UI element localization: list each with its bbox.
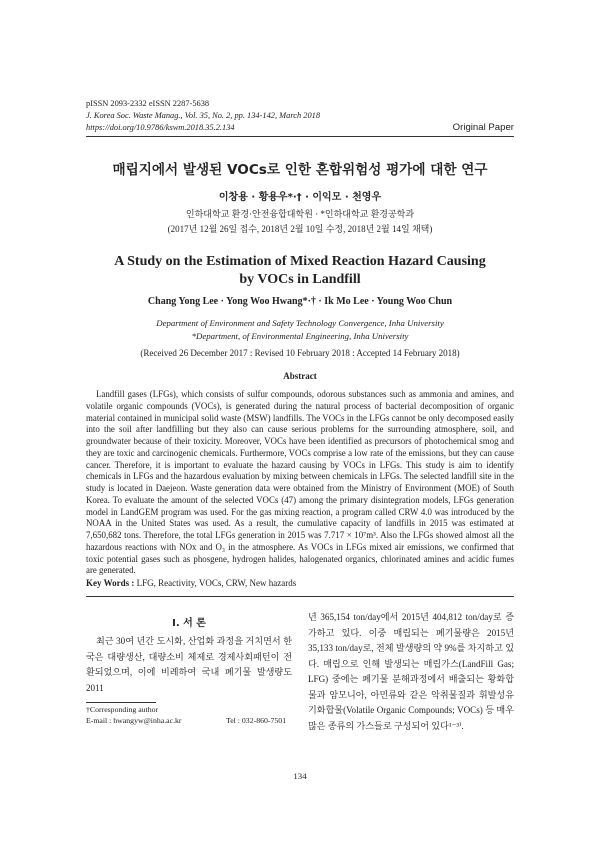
english-title-line2: by VOCs in Landfill bbox=[239, 272, 361, 287]
korean-title: 매립지에서 발생된 VOCs로 인한 혼합위험성 평가에 대한 연구 bbox=[112, 162, 488, 178]
english-dates: (Received 26 December 2017 : Revised 10 February 2018 : Accepted 14 February 2018) bbox=[140, 348, 460, 358]
english-authors: Chang Yong Lee · Yong Woo Hwang*·† · Ik Mo Lee · Young Woo Chun bbox=[147, 296, 453, 307]
corresponding-email: E-mail : hwangyw@inha.ac.kr bbox=[86, 716, 182, 725]
korean-dates: (2017년 12월 26일 접수, 2018년 2월 10일 수정, 2018년 2월 14일 채택) bbox=[167, 224, 433, 234]
english-affiliation-1: Department of Environment and Safety Technology Convergence, Inha University bbox=[156, 318, 444, 328]
corresponding-author-note: †Corresponding author bbox=[86, 705, 159, 714]
corresponding-tel: Tel : 032-860-7501 bbox=[226, 716, 287, 725]
intro-left-column: 최근 30여 년간 도시화, 산업화 과정을 거치면서 한국은 대량생산, 대량소비 체제로 경제사회패턴이 전환되었으며, 이에 비례하여 국내 폐기물 발생량도 2011 bbox=[86, 636, 292, 693]
english-affiliation-2: *Department, of Environmental Engineering, Inha University bbox=[191, 331, 409, 341]
section-heading-introduction: I. 서 론 bbox=[172, 618, 206, 629]
keywords-rule bbox=[86, 596, 514, 597]
english-title-line1: A Study on the Estimation of Mixed Reaction Hazard Causing bbox=[114, 254, 486, 269]
header-rule bbox=[86, 136, 514, 137]
journal-citation: J. Korea Soc. Waste Manag., Vol. 35, No. 2, pp. 134-142, March 2018 bbox=[86, 111, 321, 120]
korean-authors: 이창용 · 황용우*·† · 이익모 · 천영우 bbox=[218, 192, 382, 203]
abstract-heading: Abstract bbox=[283, 371, 317, 381]
abstract-text: Landfill gases (LFGs), which consists of sulfur compounds, odorous substances such as ammonia and amines, and volatile organic compounds (VOCs), is generated during the natural process of bacterial decomposition of organic material contained in municipal solid waste (MSW) landfills. The VOCs in the LFGs cannot be only decomposed easily into the soil after landfilling but they also can cause serious problems for the surrounding atmosphere, soil, and groundwater because of their toxicity. Moreover, VOCs have been identified as precursors of photochemical smog and they are toxic and carcinogenic chemicals. Furthermore, VOCs comprise a low rate of the emissions, but they can cause cancer. Therefore, it is important to evaluate the hazard causing by VOCs in LFGs. This study is aim to identify chemicals in LFGs and the hazardous evaluation by mixing between chemicals in LFGs. The selected landfill site in the study is located in Daejeon. Waste generation data were obtained from the Ministry of Environment (MOE) of South Korea. To evaluate the amount of the selected VOCs (47) among the primary disintegration models, LFGs generation model in LandGEM program was used. For the gas mixing reaction, a program called CRW 4.0 was introduced by the NOAA in the United States was used. As a result, the cumulative capacity of landfills in 2015 was estimated at 7,650,682 tons. Therefore, the total LFGs generation in 2015 was 7.717 × 10⁷m³. Also the LFGs showed almost all the hazardous reactions with NOx and O₃ in the atmosphere. As VOCs in LFGs mixed air emissions, we confirmed that toxic potential gases such as phosgene, hydrogen halides, halogenated organics, chlorinated amines and acidic fumes are generated. bbox=[86, 389, 514, 576]
doi-link[interactable]: https://doi.org/10.9786/kswm.2018.35.2.134 bbox=[86, 123, 235, 132]
korean-affiliation: 인하대학교 환경·안전융합대학원 · *인하대학교 환경공학과 bbox=[185, 209, 415, 219]
paper-type-label: Original Paper bbox=[452, 122, 514, 133]
english-title bbox=[86, 253, 514, 289]
keywords-text: LFG, Reactivity, VOCs, CRW, New hazards bbox=[134, 578, 297, 588]
footnote-rule bbox=[86, 702, 156, 703]
keywords bbox=[86, 578, 296, 588]
keywords-label: Key Words : bbox=[86, 578, 135, 588]
page-number: 134 bbox=[293, 771, 307, 781]
intro-right-column: 년 365,154 ton/day에서 2015년 404,812 ton/day로 증가하고 있다. 이중 매립되는 폐기물량은 2015년 35,133 ton/day로, 전체 발생량의 약 9%를 차지하고 있다. 매립으로 인해 발생되는 매립가스(LandFill Gas; LFG) 중에는 폐기물 분해과정에서 배출되는 황화합물과 암모니아, 아민류와 같은 악취물질과 휘발성유기화합물(Volatile Organic Compounds; VOCs) 등 매우 많은 종류의 가스들로 구성되어 있다¹⁻³⁾. bbox=[308, 612, 514, 731]
issn-line: pISSN 2093-2332 eISSN 2287-5638 bbox=[86, 99, 210, 108]
